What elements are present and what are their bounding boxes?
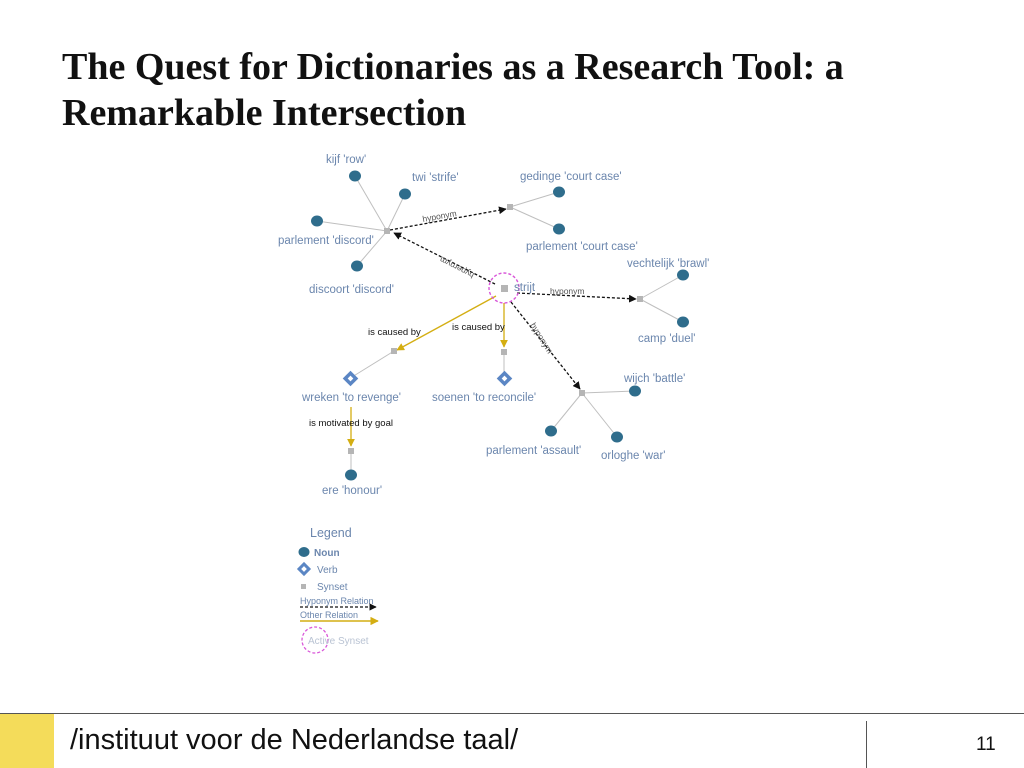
label-kijf: kijf 'row' (326, 154, 367, 166)
edge-label-hyponym-down: hyponym (528, 320, 556, 356)
label-camp: camp 'duel' (638, 333, 696, 345)
legend-other-label: Other Relation (300, 610, 359, 620)
synset-node-court (507, 204, 513, 210)
label-wijch: wijch 'battle' (624, 373, 686, 385)
legend-synset-label: Synset (317, 582, 348, 593)
edge-orloghe (582, 393, 617, 437)
edge-label-hypernym: hypernym (437, 254, 476, 281)
label-vechtelijk: vechtelijk 'brawl' (627, 258, 710, 270)
noun-node-discoort[interactable] (351, 261, 363, 272)
noun-node-parlement-assault[interactable] (545, 426, 557, 437)
synset-node-reconcile (501, 349, 507, 355)
noun-node-kijf[interactable] (349, 171, 361, 182)
label-parlement-court: parlement 'court case' (526, 241, 638, 253)
noun-node-camp[interactable] (677, 317, 689, 328)
edge-label-motivated: is motivated by goal (309, 418, 393, 429)
footer-rule (0, 713, 1024, 714)
noun-node-gedinge[interactable] (553, 187, 565, 198)
noun-node-ere[interactable] (345, 470, 357, 481)
noun-node-orloghe[interactable] (611, 432, 623, 443)
slide-number: 11 (976, 734, 996, 755)
noun-node-twi[interactable] (399, 189, 411, 200)
edge-parlement-discord (317, 221, 387, 231)
verb-node-soenen[interactable] (497, 371, 513, 387)
edge-camp (640, 299, 683, 322)
verb-links (351, 351, 504, 472)
edge-wreken (352, 351, 394, 377)
footer-brand: /instituut voor de Nederlandse taal/ (70, 724, 519, 756)
hyponym-edges (390, 209, 636, 389)
synset-node-revenge (391, 348, 397, 354)
noun-node-parlement-court[interactable] (553, 224, 565, 235)
label-gedinge: gedinge 'court case' (520, 171, 622, 183)
label-orloghe: orloghe 'war' (601, 450, 666, 462)
legend-noun-label: Noun (314, 548, 340, 559)
edge-gedinge (510, 192, 559, 207)
footer-accent-square (0, 714, 54, 768)
slide-title: The Quest for Dictionaries as a Research Tool: a Remarkable Intersection (62, 46, 844, 134)
synset-node-duel (637, 296, 643, 302)
label-wreken: wreken 'to revenge' (302, 392, 402, 404)
legend-verb-label: Verb (317, 565, 338, 576)
edge-label-caused-mid: is caused by (452, 322, 505, 333)
edge-label-hyponym-right: hyponym (550, 286, 585, 296)
label-parlement-discord (278, 235, 374, 247)
label-parlement-discord-text: parlement 'discord' (278, 235, 374, 247)
edge-wijch (582, 391, 635, 393)
legend-synset-icon (301, 584, 306, 589)
verb-node-wreken[interactable] (343, 371, 359, 387)
synset-node-row (384, 228, 390, 234)
noun-node-parlement-discord[interactable] (311, 216, 323, 227)
edge-label-hyponym-top: hyponym (421, 208, 458, 224)
legend-title: Legend (310, 526, 352, 540)
edge-label-caused-left: is caused by (368, 327, 421, 338)
edge-kijf (355, 176, 387, 231)
legend-active-label: Active Synset (308, 636, 369, 647)
label-ere: ere 'honour' (322, 485, 383, 497)
noun-node-wijch[interactable] (629, 386, 641, 397)
synset-node-battle (579, 390, 585, 396)
edge-vechtelijk (640, 275, 683, 299)
label-discoort: discoort 'discord' (309, 284, 394, 296)
edge-parlement-court (510, 207, 559, 229)
noun-node-vechtelijk[interactable] (677, 270, 689, 281)
legend-noun-icon (299, 547, 310, 557)
verb-nodes (343, 371, 513, 387)
label-twi: twi 'strife' (412, 172, 459, 184)
label-strijt: strijt (514, 282, 536, 294)
legend-verb-icon (297, 562, 311, 576)
synset-node-honour (348, 448, 354, 454)
edge-parlement-assault (551, 393, 582, 431)
legend (297, 526, 378, 653)
footer-divider (866, 721, 867, 768)
label-soenen: soenen 'to reconcile' (432, 392, 537, 404)
synset-node-strijt (501, 285, 508, 292)
label-parlement-assault: parlement 'assault' (486, 445, 582, 457)
legend-hyponym-label: Hyponym Relation (300, 596, 374, 606)
edge-twi (387, 194, 405, 231)
